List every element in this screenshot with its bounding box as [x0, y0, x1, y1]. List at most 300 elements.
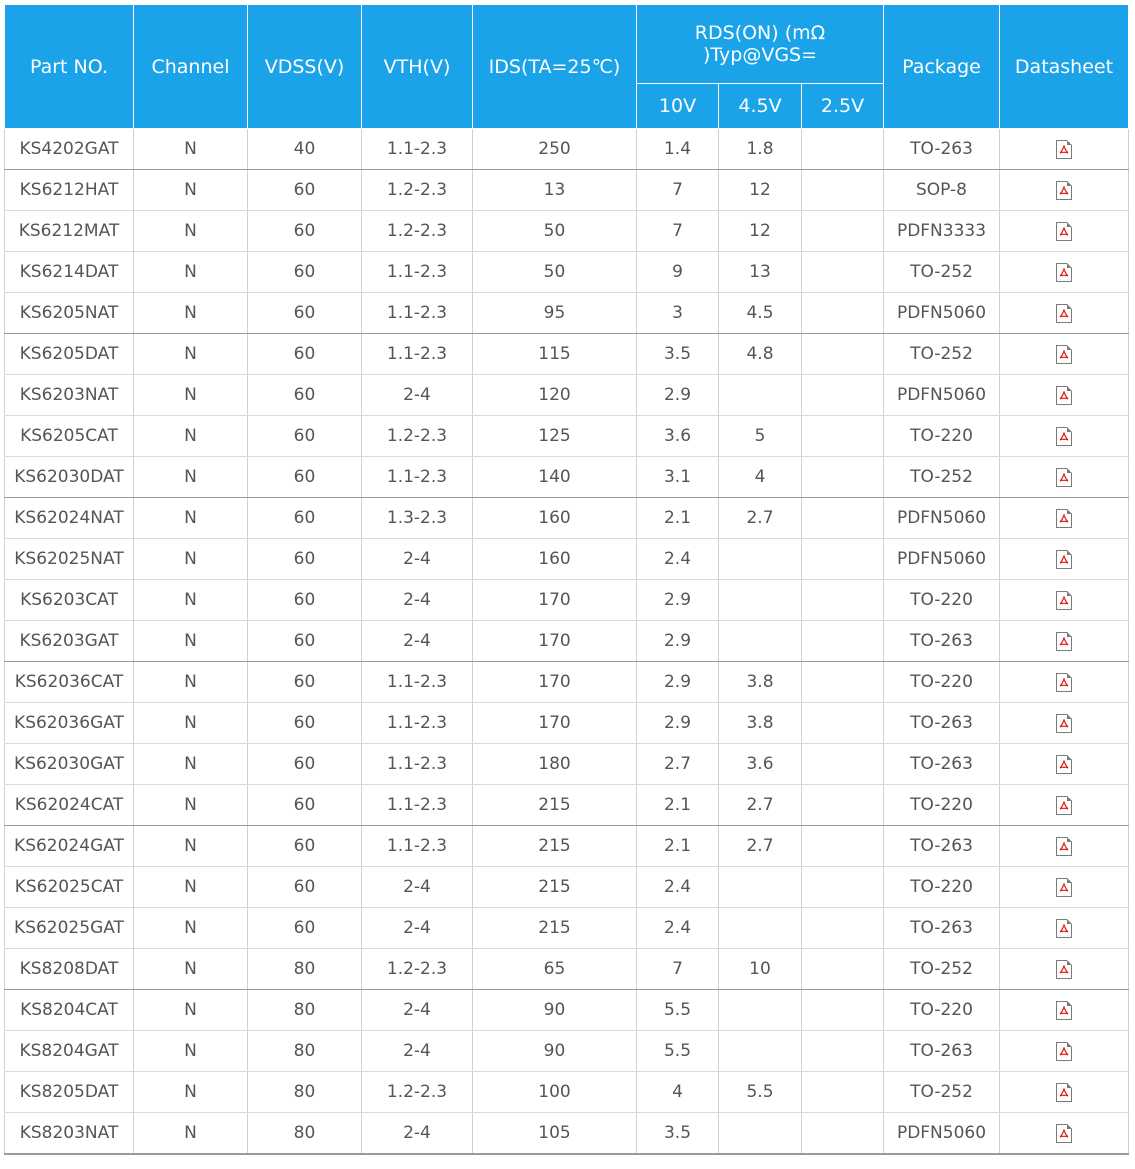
cell-rds-2-5v: [802, 293, 884, 334]
table-row: [5, 990, 1129, 1031]
cell-rds-4-5v: 2.7: [719, 785, 802, 826]
datasheet-pdf-icon[interactable]: [1056, 755, 1072, 774]
cell-channel: N: [134, 1113, 248, 1155]
column-header-datasheet: Datasheet: [1000, 5, 1129, 129]
cell-ids: 215: [473, 826, 637, 867]
cell-ids: 170: [473, 621, 637, 662]
cell-channel: N: [134, 416, 248, 457]
datasheet-pdf-icon[interactable]: [1056, 960, 1072, 979]
datasheet-pdf-icon[interactable]: [1056, 386, 1072, 405]
cell-package: PDFN5060: [884, 498, 1000, 539]
cell-channel: N: [134, 457, 248, 498]
cell-rds-10v: 7: [637, 170, 719, 211]
cell-vth: 2-4: [362, 908, 473, 949]
cell-rds-2-5v: [802, 908, 884, 949]
cell-part-no: KS8204GAT: [5, 1031, 134, 1072]
cell-part-no: KS8204CAT: [5, 990, 134, 1031]
cell-package: PDFN3333: [884, 211, 1000, 252]
cell-package: TO-263: [884, 703, 1000, 744]
table-row: [5, 867, 1129, 908]
cell-rds-10v: 2.1: [637, 498, 719, 539]
cell-datasheet: [1000, 498, 1129, 539]
cell-rds-10v: 7: [637, 211, 719, 252]
cell-vdss: 60: [248, 785, 362, 826]
cell-vdss: 60: [248, 498, 362, 539]
cell-rds-4-5v: 3.8: [719, 662, 802, 703]
cell-channel: N: [134, 1031, 248, 1072]
datasheet-pdf-icon[interactable]: [1056, 1042, 1072, 1061]
table-row: [5, 457, 1129, 498]
cell-rds-4-5v: [719, 621, 802, 662]
cell-channel: N: [134, 785, 248, 826]
cell-datasheet: [1000, 908, 1129, 949]
cell-rds-10v: 2.1: [637, 785, 719, 826]
cell-rds-2-5v: [802, 703, 884, 744]
cell-rds-4-5v: 1.8: [719, 129, 802, 170]
cell-rds-10v: 1.4: [637, 129, 719, 170]
table-row: [5, 908, 1129, 949]
cell-rds-10v: 2.9: [637, 703, 719, 744]
cell-channel: N: [134, 252, 248, 293]
cell-ids: 50: [473, 252, 637, 293]
cell-package: TO-220: [884, 785, 1000, 826]
cell-channel: N: [134, 662, 248, 703]
cell-ids: 90: [473, 990, 637, 1031]
cell-package: TO-263: [884, 1031, 1000, 1072]
cell-vth: 1.2-2.3: [362, 1072, 473, 1113]
cell-part-no: KS62030DAT: [5, 457, 134, 498]
cell-rds-2-5v: [802, 744, 884, 785]
cell-ids: 170: [473, 662, 637, 703]
cell-rds-10v: 5.5: [637, 990, 719, 1031]
datasheet-pdf-icon[interactable]: [1056, 304, 1072, 323]
cell-channel: N: [134, 375, 248, 416]
cell-vdss: 60: [248, 662, 362, 703]
cell-rds-2-5v: [802, 1031, 884, 1072]
cell-vdss: 60: [248, 252, 362, 293]
table-body: [5, 129, 1129, 1155]
cell-channel: N: [134, 826, 248, 867]
cell-part-no: KS62036GAT: [5, 703, 134, 744]
datasheet-pdf-icon[interactable]: [1056, 181, 1072, 200]
cell-rds-2-5v: [802, 621, 884, 662]
cell-vth: 1.1-2.3: [362, 457, 473, 498]
cell-rds-4-5v: 4.8: [719, 334, 802, 375]
cell-rds-2-5v: [802, 1113, 884, 1155]
cell-channel: N: [134, 498, 248, 539]
cell-rds-10v: 5.5: [637, 1031, 719, 1072]
cell-vth: 1.2-2.3: [362, 416, 473, 457]
column-header-ids: IDS(TA=25℃): [473, 5, 637, 129]
table-row: [5, 129, 1129, 170]
table-row: [5, 293, 1129, 334]
cell-rds-10v: 2.9: [637, 375, 719, 416]
cell-rds-2-5v: [802, 375, 884, 416]
cell-vth: 1.1-2.3: [362, 252, 473, 293]
datasheet-pdf-icon[interactable]: [1056, 591, 1072, 610]
cell-vth: 2-4: [362, 990, 473, 1031]
table-row: [5, 703, 1129, 744]
cell-ids: 215: [473, 867, 637, 908]
cell-channel: N: [134, 703, 248, 744]
cell-part-no: KS6214DAT: [5, 252, 134, 293]
cell-vdss: 80: [248, 1072, 362, 1113]
table-row: [5, 334, 1129, 375]
datasheet-pdf-icon[interactable]: [1056, 427, 1072, 446]
cell-rds-10v: 4: [637, 1072, 719, 1113]
cell-ids: 125: [473, 416, 637, 457]
cell-package: TO-220: [884, 990, 1000, 1031]
cell-rds-2-5v: [802, 826, 884, 867]
cell-channel: N: [134, 990, 248, 1031]
cell-rds-10v: 2.9: [637, 662, 719, 703]
cell-ids: 250: [473, 129, 637, 170]
cell-rds-2-5v: [802, 416, 884, 457]
mosfet-spec-table: [4, 4, 1129, 1155]
column-header-rds-on: [637, 5, 884, 84]
cell-vdss: 60: [248, 211, 362, 252]
cell-rds-2-5v: [802, 580, 884, 621]
table-row: [5, 375, 1129, 416]
cell-rds-10v: 3.5: [637, 1113, 719, 1155]
cell-rds-4-5v: [719, 1113, 802, 1155]
column-header-part-no: Part NO.: [5, 5, 134, 129]
column-header-channel: Channel: [134, 5, 248, 129]
cell-rds-4-5v: [719, 375, 802, 416]
cell-rds-4-5v: [719, 990, 802, 1031]
cell-rds-4-5v: 10: [719, 949, 802, 990]
cell-channel: N: [134, 211, 248, 252]
datasheet-pdf-icon[interactable]: [1056, 673, 1072, 692]
cell-vth: 1.1-2.3: [362, 744, 473, 785]
cell-vdss: 80: [248, 990, 362, 1031]
cell-package: PDFN5060: [884, 375, 1000, 416]
cell-datasheet: [1000, 949, 1129, 990]
cell-package: PDFN5060: [884, 1113, 1000, 1155]
cell-part-no: KS62025CAT: [5, 867, 134, 908]
cell-rds-2-5v: [802, 498, 884, 539]
cell-vth: 1.1-2.3: [362, 293, 473, 334]
cell-rds-2-5v: [802, 129, 884, 170]
cell-datasheet: [1000, 662, 1129, 703]
cell-channel: N: [134, 580, 248, 621]
table-row: [5, 621, 1129, 662]
cell-rds-10v: 2.1: [637, 826, 719, 867]
cell-vth: 2-4: [362, 621, 473, 662]
cell-rds-10v: 2.4: [637, 539, 719, 580]
cell-vdss: 60: [248, 621, 362, 662]
datasheet-pdf-icon[interactable]: [1056, 796, 1072, 815]
datasheet-pdf-icon[interactable]: [1056, 222, 1072, 241]
cell-ids: 65: [473, 949, 637, 990]
cell-rds-10v: 2.9: [637, 580, 719, 621]
column-header-package: Package: [884, 5, 1000, 129]
cell-part-no: KS6205DAT: [5, 334, 134, 375]
cell-rds-2-5v: [802, 662, 884, 703]
cell-package: TO-263: [884, 129, 1000, 170]
cell-part-no: KS6203NAT: [5, 375, 134, 416]
cell-ids: 170: [473, 703, 637, 744]
cell-ids: 140: [473, 457, 637, 498]
cell-ids: 50: [473, 211, 637, 252]
cell-datasheet: [1000, 334, 1129, 375]
column-header-vdss: VDSS(V): [248, 5, 362, 129]
cell-vth: 1.1-2.3: [362, 662, 473, 703]
cell-vth: 1.3-2.3: [362, 498, 473, 539]
cell-part-no: KS62030GAT: [5, 744, 134, 785]
datasheet-pdf-icon[interactable]: [1056, 837, 1072, 856]
cell-vth: 1.1-2.3: [362, 334, 473, 375]
cell-rds-4-5v: 2.7: [719, 498, 802, 539]
cell-channel: N: [134, 867, 248, 908]
cell-rds-2-5v: [802, 252, 884, 293]
table-header: [5, 5, 1129, 129]
table-row: [5, 252, 1129, 293]
cell-package: TO-252: [884, 457, 1000, 498]
datasheet-pdf-icon[interactable]: [1056, 919, 1072, 938]
cell-part-no: KS8203NAT: [5, 1113, 134, 1155]
cell-channel: N: [134, 170, 248, 211]
cell-rds-4-5v: [719, 1031, 802, 1072]
table-row: [5, 498, 1129, 539]
cell-rds-10v: 7: [637, 949, 719, 990]
cell-package: TO-252: [884, 334, 1000, 375]
cell-rds-2-5v: [802, 334, 884, 375]
cell-vth: 1.1-2.3: [362, 785, 473, 826]
cell-channel: N: [134, 908, 248, 949]
cell-vdss: 60: [248, 170, 362, 211]
cell-vth: 2-4: [362, 1113, 473, 1155]
cell-vdss: 60: [248, 703, 362, 744]
cell-rds-2-5v: [802, 457, 884, 498]
table-row: [5, 416, 1129, 457]
cell-datasheet: [1000, 621, 1129, 662]
cell-vdss: 60: [248, 580, 362, 621]
table-row: [5, 1113, 1129, 1155]
cell-part-no: KS62024NAT: [5, 498, 134, 539]
cell-part-no: KS6203CAT: [5, 580, 134, 621]
cell-ids: 95: [473, 293, 637, 334]
cell-part-no: KS62025NAT: [5, 539, 134, 580]
cell-package: TO-263: [884, 908, 1000, 949]
cell-rds-10v: 3: [637, 293, 719, 334]
cell-vth: 1.2-2.3: [362, 170, 473, 211]
datasheet-pdf-icon[interactable]: [1056, 345, 1072, 364]
cell-rds-10v: 2.7: [637, 744, 719, 785]
cell-rds-4-5v: 3.6: [719, 744, 802, 785]
column-header-rds-4-5v: 4.5V: [719, 84, 802, 129]
cell-datasheet: [1000, 580, 1129, 621]
cell-rds-2-5v: [802, 949, 884, 990]
table-row: [5, 211, 1129, 252]
column-header-rds-10v: 10V: [637, 84, 719, 129]
table-row: [5, 785, 1129, 826]
cell-rds-2-5v: [802, 1072, 884, 1113]
cell-package: TO-220: [884, 580, 1000, 621]
cell-vth: 1.2-2.3: [362, 949, 473, 990]
cell-rds-4-5v: [719, 908, 802, 949]
cell-rds-4-5v: 5: [719, 416, 802, 457]
cell-ids: 170: [473, 580, 637, 621]
cell-ids: 215: [473, 785, 637, 826]
cell-datasheet: [1000, 293, 1129, 334]
table-row: [5, 1031, 1129, 1072]
datasheet-pdf-icon[interactable]: [1056, 632, 1072, 651]
cell-rds-4-5v: 12: [719, 170, 802, 211]
cell-package: PDFN5060: [884, 539, 1000, 580]
cell-rds-4-5v: 12: [719, 211, 802, 252]
cell-rds-2-5v: [802, 539, 884, 580]
cell-rds-4-5v: [719, 867, 802, 908]
cell-part-no: KS62024GAT: [5, 826, 134, 867]
cell-rds-10v: 3.1: [637, 457, 719, 498]
datasheet-pdf-icon[interactable]: [1056, 1001, 1072, 1020]
datasheet-pdf-icon[interactable]: [1056, 550, 1072, 569]
cell-package: TO-220: [884, 662, 1000, 703]
cell-package: TO-220: [884, 867, 1000, 908]
cell-datasheet: [1000, 375, 1129, 416]
cell-package: TO-220: [884, 416, 1000, 457]
cell-datasheet: [1000, 785, 1129, 826]
cell-rds-4-5v: [719, 539, 802, 580]
cell-vdss: 60: [248, 334, 362, 375]
cell-datasheet: [1000, 211, 1129, 252]
cell-vth: 2-4: [362, 539, 473, 580]
mosfet-spec-table-container: [4, 4, 1128, 1155]
cell-datasheet: [1000, 416, 1129, 457]
datasheet-pdf-icon[interactable]: [1056, 468, 1072, 487]
cell-ids: 180: [473, 744, 637, 785]
cell-package: TO-252: [884, 252, 1000, 293]
cell-vdss: 60: [248, 908, 362, 949]
table-row: [5, 949, 1129, 990]
cell-part-no: KS62036CAT: [5, 662, 134, 703]
cell-rds-4-5v: 3.8: [719, 703, 802, 744]
cell-rds-4-5v: 4: [719, 457, 802, 498]
cell-rds-2-5v: [802, 211, 884, 252]
cell-rds-2-5v: [802, 170, 884, 211]
cell-vdss: 60: [248, 744, 362, 785]
table-row: [5, 744, 1129, 785]
cell-part-no: KS6205CAT: [5, 416, 134, 457]
column-header-vth: VTH(V): [362, 5, 473, 129]
cell-package: PDFN5060: [884, 293, 1000, 334]
datasheet-pdf-icon[interactable]: [1056, 509, 1072, 528]
cell-part-no: KS62025GAT: [5, 908, 134, 949]
cell-channel: N: [134, 539, 248, 580]
cell-package: TO-252: [884, 949, 1000, 990]
cell-datasheet: [1000, 744, 1129, 785]
cell-vdss: 40: [248, 129, 362, 170]
cell-channel: N: [134, 621, 248, 662]
cell-channel: N: [134, 1072, 248, 1113]
cell-vdss: 60: [248, 826, 362, 867]
cell-vdss: 80: [248, 1113, 362, 1155]
cell-datasheet: [1000, 990, 1129, 1031]
cell-ids: 160: [473, 498, 637, 539]
cell-rds-4-5v: 5.5: [719, 1072, 802, 1113]
cell-datasheet: [1000, 539, 1129, 580]
cell-ids: 115: [473, 334, 637, 375]
cell-channel: N: [134, 949, 248, 990]
cell-vdss: 60: [248, 375, 362, 416]
cell-datasheet: [1000, 252, 1129, 293]
table-row: [5, 170, 1129, 211]
cell-rds-4-5v: 13: [719, 252, 802, 293]
cell-part-no: KS4202GAT: [5, 129, 134, 170]
cell-ids: 160: [473, 539, 637, 580]
cell-ids: 13: [473, 170, 637, 211]
cell-rds-4-5v: 2.7: [719, 826, 802, 867]
table-row: [5, 826, 1129, 867]
cell-rds-4-5v: [719, 580, 802, 621]
cell-vth: 1.1-2.3: [362, 703, 473, 744]
table-row: [5, 580, 1129, 621]
cell-datasheet: [1000, 1031, 1129, 1072]
cell-ids: 120: [473, 375, 637, 416]
table-row: [5, 662, 1129, 703]
cell-part-no: KS8208DAT: [5, 949, 134, 990]
cell-part-no: KS6212HAT: [5, 170, 134, 211]
cell-rds-10v: 9: [637, 252, 719, 293]
cell-channel: N: [134, 129, 248, 170]
cell-vdss: 60: [248, 416, 362, 457]
cell-datasheet: [1000, 457, 1129, 498]
cell-part-no: KS6205NAT: [5, 293, 134, 334]
datasheet-pdf-icon[interactable]: [1056, 878, 1072, 897]
datasheet-pdf-icon[interactable]: [1056, 714, 1072, 733]
cell-datasheet: [1000, 703, 1129, 744]
cell-part-no: KS6212MAT: [5, 211, 134, 252]
cell-vth: 1.1-2.3: [362, 826, 473, 867]
column-header-rds-2-5v: 2.5V: [802, 84, 884, 129]
cell-ids: 90: [473, 1031, 637, 1072]
cell-vth: 1.1-2.3: [362, 129, 473, 170]
cell-datasheet: [1000, 1113, 1129, 1155]
table-row: [5, 1072, 1129, 1113]
table-row: [5, 539, 1129, 580]
cell-package: SOP-8: [884, 170, 1000, 211]
rds-on-title: RDS(ON): [694, 22, 779, 44]
cell-vth: 2-4: [362, 867, 473, 908]
cell-package: TO-263: [884, 744, 1000, 785]
datasheet-pdf-icon[interactable]: [1056, 263, 1072, 282]
cell-part-no: KS8205DAT: [5, 1072, 134, 1113]
cell-datasheet: [1000, 867, 1129, 908]
cell-channel: N: [134, 293, 248, 334]
cell-package: TO-263: [884, 621, 1000, 662]
cell-part-no: KS6203GAT: [5, 621, 134, 662]
cell-vdss: 80: [248, 949, 362, 990]
cell-package: TO-263: [884, 826, 1000, 867]
rds-on-subtitle: (mΩ )Typ@VGS=: [702, 22, 826, 66]
cell-vdss: 80: [248, 1031, 362, 1072]
datasheet-pdf-icon[interactable]: [1056, 1124, 1072, 1143]
cell-channel: N: [134, 334, 248, 375]
cell-vdss: 60: [248, 293, 362, 334]
cell-ids: 105: [473, 1113, 637, 1155]
cell-rds-10v: 3.6: [637, 416, 719, 457]
cell-vdss: 60: [248, 539, 362, 580]
cell-vth: 2-4: [362, 375, 473, 416]
datasheet-pdf-icon[interactable]: [1056, 140, 1072, 159]
cell-rds-4-5v: 4.5: [719, 293, 802, 334]
cell-rds-2-5v: [802, 785, 884, 826]
cell-vth: 1.2-2.3: [362, 211, 473, 252]
cell-rds-10v: 2.4: [637, 908, 719, 949]
cell-vth: 2-4: [362, 580, 473, 621]
datasheet-pdf-icon[interactable]: [1056, 1083, 1072, 1102]
